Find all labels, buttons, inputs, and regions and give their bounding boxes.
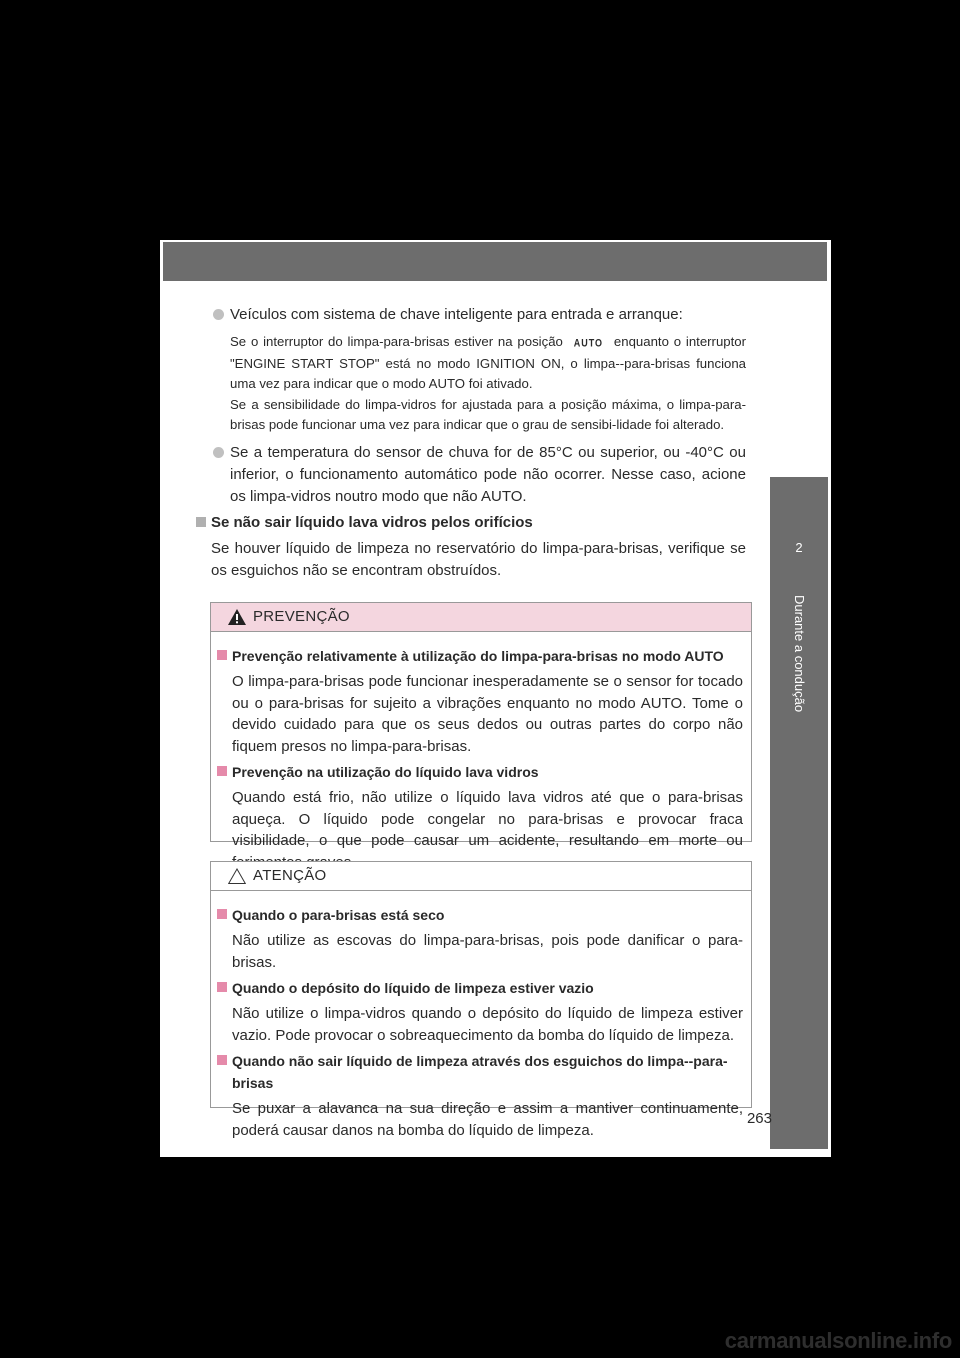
square-bullet-icon — [217, 1055, 227, 1065]
caution-item-text: O limpa-para-brisas pode funcionar inesperadamente se o sensor for tocado ou o para-brisas for sujeito a vibrações enquanto no modo AUTO. Tome o devido cuidado para que os seus dedos ou outras partes do corpo não fiquem presos no limpa-para-brisas. — [232, 673, 743, 755]
square-bullet-icon — [217, 982, 227, 992]
notice-title: ATENÇÃO — [253, 867, 327, 884]
notice-item-heading: Quando o depósito do líquido de limpeza estiver vazio — [217, 977, 743, 999]
square-bullet-icon — [196, 517, 206, 527]
caution-box — [210, 602, 752, 849]
caution-item-heading: Prevenção relativamente à utilização do limpa-para-brisas no modo AUTO — [217, 645, 743, 667]
caution-item-heading: Prevenção na utilização do líquido lava vidros — [217, 761, 743, 783]
caution-header — [211, 603, 751, 632]
chapter-tab — [770, 477, 828, 1149]
notice-header — [211, 862, 751, 891]
caution-body — [211, 632, 751, 883]
bullet-item: Veículos com sistema de chave inteligente para entrada e arranque: — [213, 304, 746, 326]
notice-box — [210, 861, 752, 1139]
notice-item-text: Não utilize as escovas do limpa-para-brisas, pois pode danificar o para-brisas. — [232, 932, 743, 971]
warning-triangle-icon — [228, 868, 246, 884]
notice-item-text: Se puxar a alavanca na sua direção e assim a mantiver continuamente, poderá causar danos na bomba do líquido de limpeza. — [232, 1100, 743, 1139]
square-bullet-icon — [217, 650, 227, 660]
square-bullet-icon — [217, 909, 227, 919]
bullet-item: Se a temperatura do sensor de chuva for de 85°C ou superior, ou -40°C ou inferior, o funcionamento automático pode não ocorrer. Nesse caso, acione os limpa-vidros noutro modo que não AUTO. — [213, 442, 746, 508]
chapter-label: Durante a condução — [792, 595, 807, 713]
page-number: 263 — [746, 1110, 772, 1127]
notice-item-text: Não utilize o limpa-vidros quando o depósito do líquido de limpeza estiver vazio. Pode provocar o sobreaquecimento da bomba do líquido de limpeza. — [232, 1005, 743, 1044]
notice-item-heading: Quando não sair líquido de limpeza através dos esguichos do limpa--para-brisas — [217, 1050, 743, 1094]
caution-title: PREVENÇÃO — [253, 608, 350, 625]
header-band — [163, 242, 827, 281]
square-bullet-icon — [217, 766, 227, 776]
auto-position-symbol: AUTO — [573, 336, 604, 349]
main-content — [213, 304, 746, 582]
bullet-dot-icon — [213, 309, 224, 320]
bullet-dot-icon — [213, 447, 224, 458]
section-heading: Se não sair líquido lava vidros pelos orifícios — [196, 512, 746, 534]
warning-triangle-icon — [228, 609, 246, 625]
caution-item-text: Quando está frio, não utilize o líquido lava vidros até que o para-brisas aqueça. O líquido pode congelar no para-brisas e provocar fraca visibilidade, o que pode causar um acidente, resultando em morte ou — [232, 789, 743, 849]
section-text: Se houver líquido de limpeza no reservatório do limpa-para-brisas, verifique se os esguichos não se encontram obstruídos. — [211, 539, 746, 579]
watermark: carmanualsonline.info — [724, 1328, 952, 1353]
bullet-subtext: Se o interruptor do limpa-para-brisas estiver na posição AUTO enquanto o interruptor "ENGINE START STOP" está no modo IGNITION ON, o limpa--para-brisas funciona uma vez para indicar que o modo AUTO foi ativado. Se a sensibilidade do limpa-vidros for ajustada para a posição máxima, o limpa-para-brisas pode funcionar uma vez para indicar que o grau de sensibi-lidade foi alterado. — [213, 332, 746, 436]
chapter-number: 2 — [795, 540, 803, 555]
notice-item-heading: Quando o para-brisas está seco — [217, 904, 743, 926]
